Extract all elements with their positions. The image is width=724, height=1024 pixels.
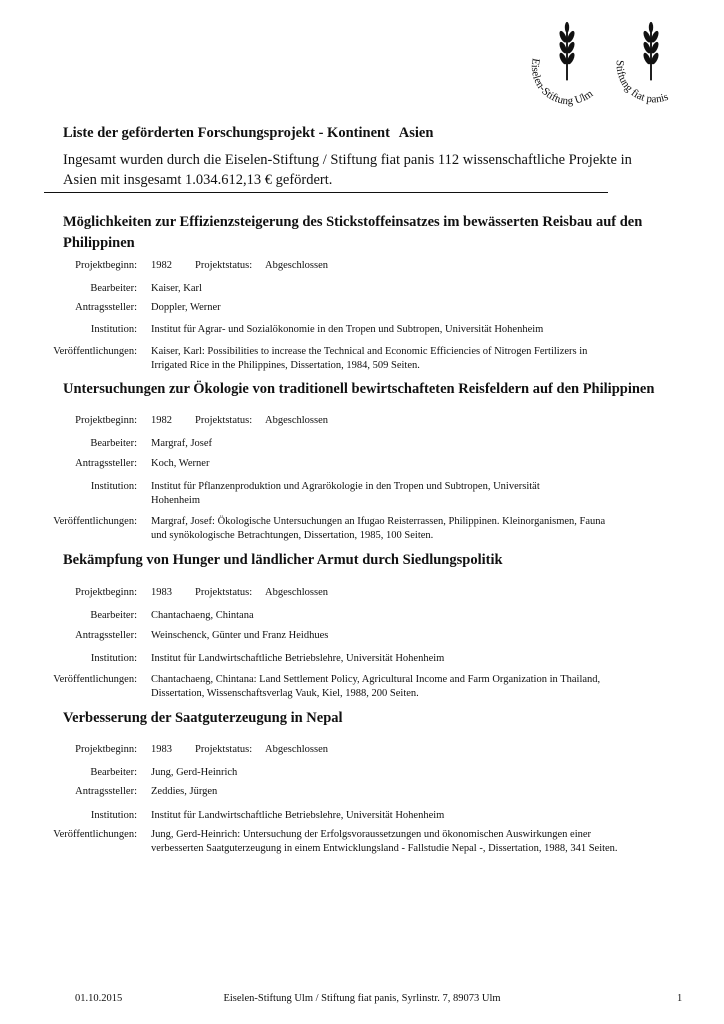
label-institution: Institution: <box>90 324 137 335</box>
project-status: Abgeschlossen <box>265 744 328 755</box>
label-status: Projektstatus: <box>195 587 253 598</box>
label-editor: Bearbeiter: <box>90 610 137 621</box>
label-publications: Veröffentlichungen: <box>53 516 137 527</box>
label-start: Projektbeginn: <box>75 587 137 598</box>
label-editor: Bearbeiter: <box>90 767 137 778</box>
project-start: 1983 <box>151 744 172 755</box>
project-publications: Margraf, Josef: Ökologische Untersuchungen an Ifugao Reisterrassen, Philippinen. Kleinorganismen, Fauna und synökologische Betrachtungen, Dissertation, 1985, 100 Seiten. <box>151 516 606 541</box>
summary-text: Ingesamt wurden durch die Eiselen-Stiftung / Stiftung fiat panis 112 wissenschaftliche Projekte in Asien mit insgesamt 1.034.612,13 € gefördert. <box>63 152 632 188</box>
label-applicant: Antragssteller: <box>75 302 137 313</box>
project-applicant: Koch, Werner <box>151 458 210 469</box>
project-editor: Margraf, Josef <box>151 438 213 449</box>
project-title: Verbesserung der Saatguterzeugung in Nepal <box>63 710 343 726</box>
label-editor: Bearbeiter: <box>90 283 137 294</box>
document-title <box>63 125 433 142</box>
project-institution: Institut für Landwirtschaftliche Betriebslehre, Universität Hohenheim <box>151 653 445 664</box>
project-title: Bekämpfung von Hunger und ländlicher Armut durch Siedlungspolitik <box>63 552 503 568</box>
project-start: 1982 <box>151 415 172 426</box>
project-applicant: Weinschenck, Günter und Franz Heidhues <box>151 630 329 641</box>
project-institution: Institut für Agrar- und Sozialökonomie in den Tropen und Subtropen, Universität Hohenheim <box>151 324 544 335</box>
project-institution: Institut für Pflanzenproduktion und Agrarökologie in den Tropen und Subtropen, Universität Hohenheim <box>151 481 540 506</box>
label-publications: Veröffentlichungen: <box>53 346 137 357</box>
footer-address: Eiselen-Stiftung Ulm / Stiftung fiat panis, Syrlinstr. 7, 89073 Ulm <box>223 993 501 1004</box>
label-applicant: Antragssteller: <box>75 458 137 469</box>
eiselen-stiftung-logo <box>525 18 615 113</box>
project-status: Abgeschlossen <box>265 587 328 598</box>
label-status: Projektstatus: <box>195 744 253 755</box>
stiftung-fiat-panis-logo <box>607 18 697 113</box>
label-publications: Veröffentlichungen: <box>53 829 137 840</box>
header-rule <box>44 192 608 193</box>
project-applicant: Doppler, Werner <box>151 302 221 313</box>
project-editor: Jung, Gerd-Heinrich <box>151 767 238 778</box>
project-start: 1982 <box>151 260 172 271</box>
svg-text:Eiselen-Stiftung Ulm: Eiselen-Stiftung Ulm <box>528 57 596 108</box>
label-publications: Veröffentlichungen: <box>53 674 137 685</box>
page-number: 1 <box>677 993 683 1004</box>
project-status: Abgeschlossen <box>265 260 328 271</box>
project-applicant: Zeddies, Jürgen <box>151 786 218 797</box>
project-start: 1983 <box>151 587 172 598</box>
label-institution: Institution: <box>90 481 137 492</box>
label-institution: Institution: <box>90 653 137 664</box>
label-status: Projektstatus: <box>195 260 253 271</box>
label-editor: Bearbeiter: <box>90 438 137 449</box>
title-main: Liste der geförderten Forschungsprojekt - Kontinent <box>63 125 390 141</box>
project-publications: Kaiser, Karl: Possibilities to increase the Technical and Economic Efficiencies of Nitrogen Fertilizers in Irrigated Rice in the Philippines, Dissertation, 1984, 509 Seiten. <box>151 346 588 371</box>
label-applicant: Antragssteller: <box>75 786 137 797</box>
project-status: Abgeschlossen <box>265 415 328 426</box>
label-start: Projektbeginn: <box>75 415 137 426</box>
project-publications: Chantachaeng, Chintana: Land Settlement Policy, Agricultural Income and Farm Organization in Thailand, Dissertation, Wissenschaftsverlag Vauk, Kiel, 1988, 200 Seiten. <box>151 674 601 699</box>
label-status: Projektstatus: <box>195 415 253 426</box>
footer-date: 01.10.2015 <box>75 993 123 1004</box>
label-start: Projektbeginn: <box>75 744 137 755</box>
title-continent: Asien <box>398 125 434 141</box>
project-editor: Chantachaeng, Chintana <box>151 610 254 621</box>
project-publications: Jung, Gerd-Heinrich: Untersuchung der Erfolgsvoraussetzungen und ökonomischen Auswirkungen einer verbesserten Saatguterzeugung in einem Entwicklungsland - Fallstudie Nepal -, Dissertation, 1988, 341 Seiten. <box>151 829 618 854</box>
project-title: Untersuchungen zur Ökologie von traditionell bewirtschafteten Reisfeldern auf den Philippinen <box>63 381 655 397</box>
project-title: Möglichkeiten zur Effizienzsteigerung des Stickstoffeinsatzes im bewässerten Reisbau auf den Philippinen <box>63 214 643 251</box>
label-applicant: Antragssteller: <box>75 630 137 641</box>
label-institution: Institution: <box>90 810 137 821</box>
project-editor: Kaiser, Karl <box>151 283 202 294</box>
label-start: Projektbeginn: <box>75 260 137 271</box>
svg-text:Stiftung fiat panis: Stiftung fiat panis <box>613 59 670 106</box>
project-institution: Institut für Landwirtschaftliche Betriebslehre, Universität Hohenheim <box>151 810 445 821</box>
